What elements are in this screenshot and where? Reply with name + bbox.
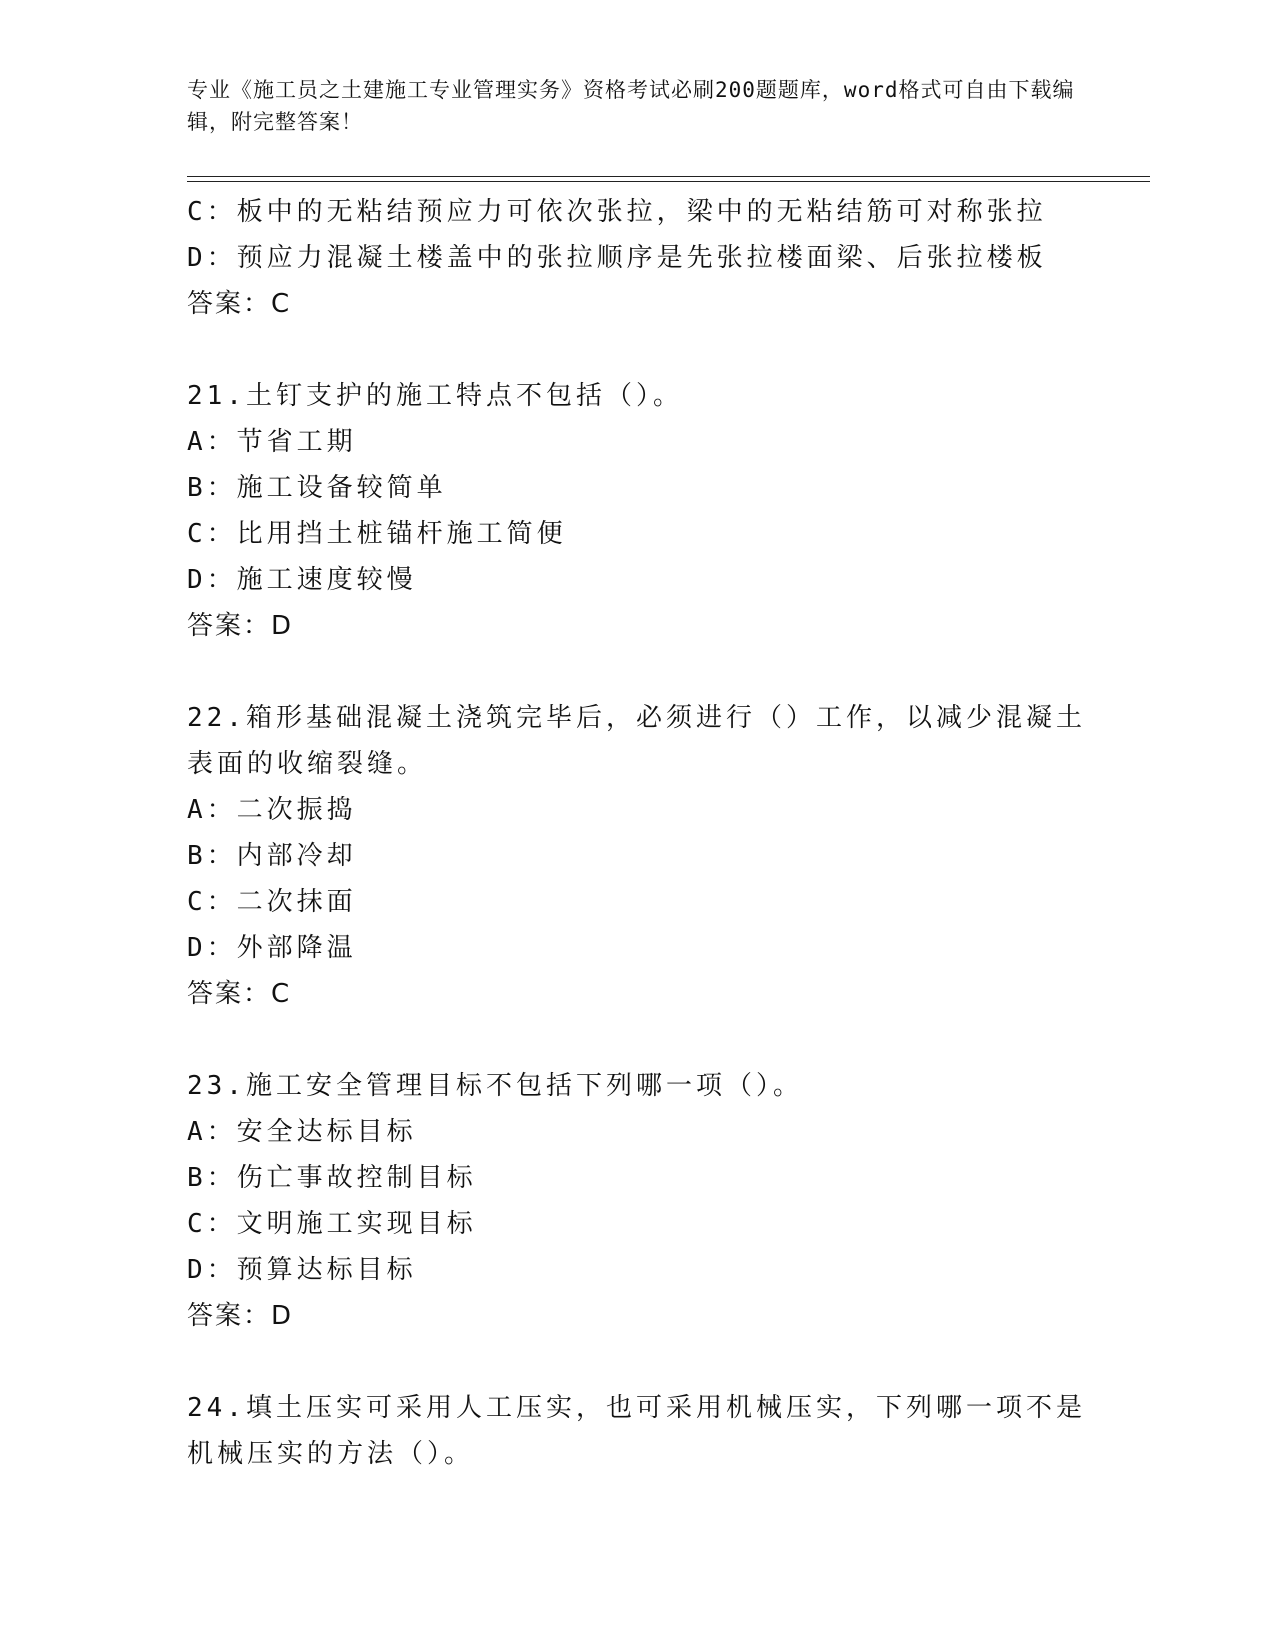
option-b: B：施工设备较简单 xyxy=(187,473,447,503)
question-24 xyxy=(187,1385,1087,1477)
question-text: 24.填土压实可采用人工压实，也可采用机械压实，下列哪一项不是机械压实的方法（）。 xyxy=(187,1393,1086,1469)
option-a: A：二次振捣 xyxy=(187,795,357,825)
option-b: B：内部冷却 xyxy=(187,841,357,871)
document-header xyxy=(187,74,1087,138)
option-d: D：预应力混凝土楼盖中的张拉顺序是先张拉楼面梁、后张拉楼板 xyxy=(187,243,1047,273)
answer: 答案：D xyxy=(187,1301,294,1331)
question-20-continued xyxy=(187,189,1087,327)
header-divider-bottom xyxy=(187,181,1150,182)
option-d: D：外部降温 xyxy=(187,933,357,963)
answer: 答案：D xyxy=(187,611,294,641)
answer: 答案：C xyxy=(187,979,292,1009)
option-a: A：安全达标目标 xyxy=(187,1117,417,1147)
question-list xyxy=(187,189,1087,1477)
question-text: 23.施工安全管理目标不包括下列哪一项（）。 xyxy=(187,1071,803,1101)
option-d: D：施工速度较慢 xyxy=(187,565,417,595)
option-a: A：节省工期 xyxy=(187,427,357,457)
spacer xyxy=(187,649,1087,695)
header-title: 专业《施工员之土建施工专业管理实务》资格考试必刷200题题库，word格式可自由下载编辑，附完整答案！ xyxy=(187,78,1075,134)
option-b: B：伤亡事故控制目标 xyxy=(187,1163,477,1193)
option-c: C：比用挡土桩锚杆施工简便 xyxy=(187,519,567,549)
question-22 xyxy=(187,695,1087,1017)
option-c: C：板中的无粘结预应力可依次张拉，梁中的无粘结筋可对称张拉 xyxy=(187,197,1047,227)
answer: 答案：C xyxy=(187,289,292,319)
question-text: 22.箱形基础混凝土浇筑完毕后，必须进行（）工作，以减少混凝土表面的收缩裂缝。 xyxy=(187,703,1086,779)
option-c: C：二次抹面 xyxy=(187,887,357,917)
option-d: D：预算达标目标 xyxy=(187,1255,417,1285)
question-21 xyxy=(187,373,1087,649)
spacer xyxy=(187,327,1087,373)
spacer xyxy=(187,1339,1087,1385)
option-c: C：文明施工实现目标 xyxy=(187,1209,477,1239)
spacer xyxy=(187,1017,1087,1063)
question-text: 21.土钉支护的施工特点不包括（）。 xyxy=(187,381,683,411)
header-divider-top xyxy=(187,176,1150,177)
question-23 xyxy=(187,1063,1087,1339)
